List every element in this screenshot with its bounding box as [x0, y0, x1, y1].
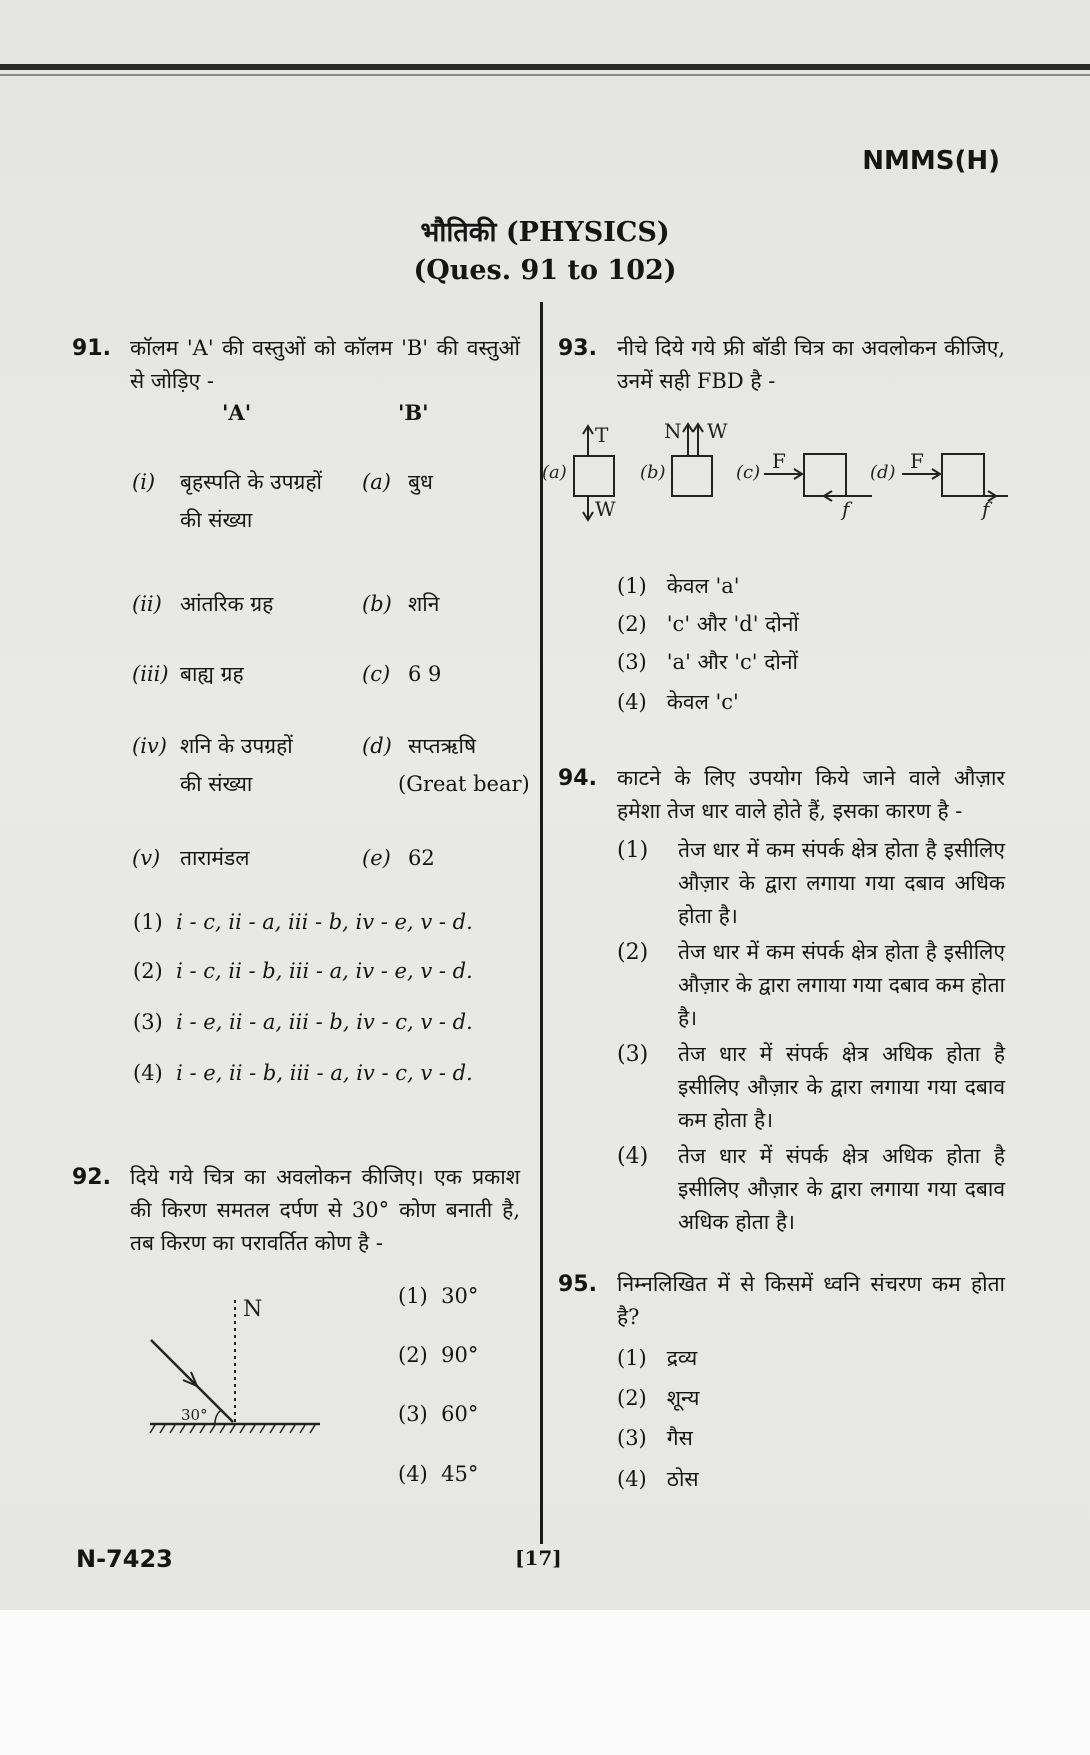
option-3[interactable]: [617, 1422, 693, 1455]
question-number: 91.: [72, 336, 111, 361]
option-text: i - c, ii - a, iii - b, iv - e, v - d.: [176, 910, 473, 934]
fbd-a-W: W: [595, 497, 616, 521]
option-text: शून्य: [666, 1386, 700, 1410]
option-text: i - c, ii - b, iii - a, iv - e, v - d.: [176, 959, 473, 983]
option-1-number[interactable]: (1): [617, 838, 649, 863]
fbd-label-a: (a): [542, 462, 567, 483]
fbd-c-f: f: [842, 497, 850, 521]
top-border: [0, 64, 1090, 70]
normal-label: N: [243, 1297, 263, 1322]
column-a-item: बाह्य ग्रह: [180, 662, 244, 686]
fbd-b-W: W: [707, 419, 728, 443]
fbd-c-F: F: [772, 449, 786, 473]
column-b-header: 'B': [398, 400, 429, 425]
column-b-index: (a): [362, 470, 391, 494]
option-number: (4): [617, 1467, 647, 1491]
option-text: 'a' और 'c' दोनों: [666, 650, 798, 674]
option-1[interactable]: [398, 1280, 478, 1313]
page-number: [17]: [515, 1546, 562, 1570]
column-b-index: (e): [362, 846, 391, 870]
option-4[interactable]: [133, 1057, 473, 1090]
option-2[interactable]: [133, 955, 473, 988]
question-text: निम्नलिखित में से किसमें ध्वनि संचरण कम होता है?: [617, 1272, 1005, 1329]
option-text: ठोस: [666, 1467, 699, 1491]
option-3[interactable]: [617, 646, 798, 679]
option-text: i - e, ii - b, iii - a, iv - c, v - d.: [176, 1061, 473, 1085]
column-a-item: आंतरिक ग्रह: [180, 592, 274, 616]
option-number: (3): [617, 650, 647, 674]
section-subtitle: (Ques. 91 to 102): [413, 255, 677, 286]
option-text: 90°: [441, 1343, 479, 1367]
paper-code: NMMS(H): [862, 146, 1000, 176]
fbd-d-f: f: [982, 497, 990, 521]
option-text: i - e, ii - a, iii - b, iv - c, v - d.: [176, 1010, 473, 1034]
option-1-text[interactable]: तेज धार में कम संपर्क क्षेत्र होता है इसीलिए औज़ार के द्वारा लगाया गया दबाव अधिक होता है।: [678, 838, 1005, 928]
option-number: (2): [133, 959, 163, 983]
option-number: (1): [617, 574, 647, 598]
option-4[interactable]: [398, 1458, 478, 1491]
option-text: 30°: [441, 1284, 479, 1308]
column-b-item: 62: [408, 846, 435, 870]
option-4-text[interactable]: तेज धार में संपर्क क्षेत्र अधिक होता है इसीलिए औज़ार के द्वारा लगाया गया दबाव अधिक होता है।: [678, 1144, 1005, 1234]
column-a-item: तारामंडल: [180, 846, 250, 870]
option-text: गैस: [666, 1426, 693, 1450]
option-text: 60°: [441, 1402, 479, 1426]
column-b-item: बुध: [408, 470, 433, 494]
option-number: (1): [617, 1346, 647, 1370]
option-3[interactable]: [133, 1006, 473, 1039]
option-2[interactable]: [617, 608, 799, 641]
option-1[interactable]: [617, 1342, 697, 1375]
fbd-label-d: (d): [870, 462, 896, 483]
option-1[interactable]: [617, 570, 740, 603]
option-3-number[interactable]: (3): [617, 1042, 649, 1067]
reflection-diagram: [145, 1288, 330, 1438]
fbd-label-c: (c): [736, 462, 761, 483]
section-title: भौतिकी (PHYSICS): [420, 217, 670, 248]
column-a-index: (ii): [132, 592, 162, 616]
fbd-a-box: [574, 456, 614, 496]
option-number: (3): [398, 1402, 428, 1426]
fbd-d-F: F: [910, 449, 924, 473]
column-b-item-continued: (Great bear): [398, 772, 530, 796]
question-text: नीचे दिये गये फ्री बॉडी चित्र का अवलोकन कीजिए, उनमें सही FBD है -: [617, 336, 1005, 393]
option-number: (2): [617, 612, 647, 636]
option-number: (3): [133, 1010, 163, 1034]
option-1[interactable]: [133, 906, 473, 939]
option-2[interactable]: [398, 1339, 478, 1372]
fbd-b-N: N: [664, 419, 682, 443]
option-2-number[interactable]: (2): [617, 940, 649, 965]
question-text: कॉलम 'A' की वस्तुओं को कॉलम 'B' की वस्तुओं से जोड़िए -: [130, 336, 520, 393]
column-a-index: (v): [132, 846, 161, 870]
column-b-item: शनि: [408, 592, 440, 616]
option-number: (2): [617, 1386, 647, 1410]
option-text: 45°: [441, 1462, 479, 1486]
option-3-text[interactable]: तेज धार में संपर्क क्षेत्र अधिक होता है इसीलिए औज़ार के द्वारा लगाया गया दबाव कम होता है।: [678, 1042, 1005, 1132]
column-b-index: (d): [362, 734, 392, 758]
fbd-d-box: [942, 454, 984, 496]
fbd-c-box: [804, 454, 846, 496]
angle-arc: [215, 1410, 221, 1424]
column-a-item-continued: की संख्या: [180, 508, 253, 532]
column-a-header: 'A': [222, 400, 252, 425]
option-text: द्रव्य: [666, 1346, 698, 1370]
page-bottom-margin: [0, 1610, 1090, 1755]
column-b-item: 6 9: [408, 662, 442, 686]
top-border-shadow: [0, 74, 1090, 76]
option-text: 'c' और 'd' दोनों: [666, 612, 799, 636]
question-number: 94.: [558, 766, 597, 791]
question-text: काटने के लिए उपयोग किये जाने वाले औज़ार हमेशा तेज धार वाले होते हैं, इसका कारण है -: [617, 766, 1005, 823]
option-number: (2): [398, 1343, 428, 1367]
column-a-index: (i): [132, 470, 156, 494]
fbd-a-T: T: [595, 423, 609, 447]
free-body-diagrams: [540, 418, 1020, 528]
column-b-item: सप्तऋषि: [408, 734, 477, 758]
option-number: (4): [617, 690, 647, 714]
option-text: केवल 'c': [666, 690, 739, 714]
option-2[interactable]: [617, 1382, 699, 1415]
column-b-index: (c): [362, 662, 391, 686]
option-number: (1): [398, 1284, 428, 1308]
option-text: केवल 'a': [666, 574, 740, 598]
option-number: (1): [133, 910, 163, 934]
question-number: 95.: [558, 1272, 597, 1297]
fbd-label-b: (b): [640, 462, 666, 483]
option-4-number[interactable]: (4): [617, 1144, 649, 1169]
question-text: दिये गये चित्र का अवलोकन कीजिए। एक प्रकाश की किरण समतल दर्पण से 30° कोण बनाती है, तब किरण का परावर्तित कोण है -: [130, 1165, 520, 1255]
column-a-item: शनि के उपग्रहों: [180, 734, 293, 758]
column-a-item: बृहस्पति के उपग्रहों: [180, 470, 322, 494]
column-a-index: (iv): [132, 734, 167, 758]
column-a-index: (iii): [132, 662, 169, 686]
angle-label: 30°: [181, 1406, 208, 1424]
column-b-index: (b): [362, 592, 392, 616]
option-4[interactable]: [617, 1463, 699, 1496]
option-number: (4): [398, 1462, 428, 1486]
column-a-item-continued: की संख्या: [180, 772, 253, 796]
option-2-text[interactable]: तेज धार में कम संपर्क क्षेत्र होता है इसीलिए औज़ार के द्वारा लगाया गया दबाव कम होता है।: [678, 940, 1005, 1030]
option-4[interactable]: [617, 686, 739, 719]
booklet-code: N-7423: [76, 1545, 173, 1573]
option-number: (4): [133, 1061, 163, 1085]
question-number: 92.: [72, 1165, 111, 1190]
option-3[interactable]: [398, 1398, 478, 1431]
fbd-b-box: [672, 456, 712, 496]
option-number: (3): [617, 1426, 647, 1450]
question-number: 93.: [558, 336, 597, 361]
mirror-hatching: [150, 1425, 315, 1433]
